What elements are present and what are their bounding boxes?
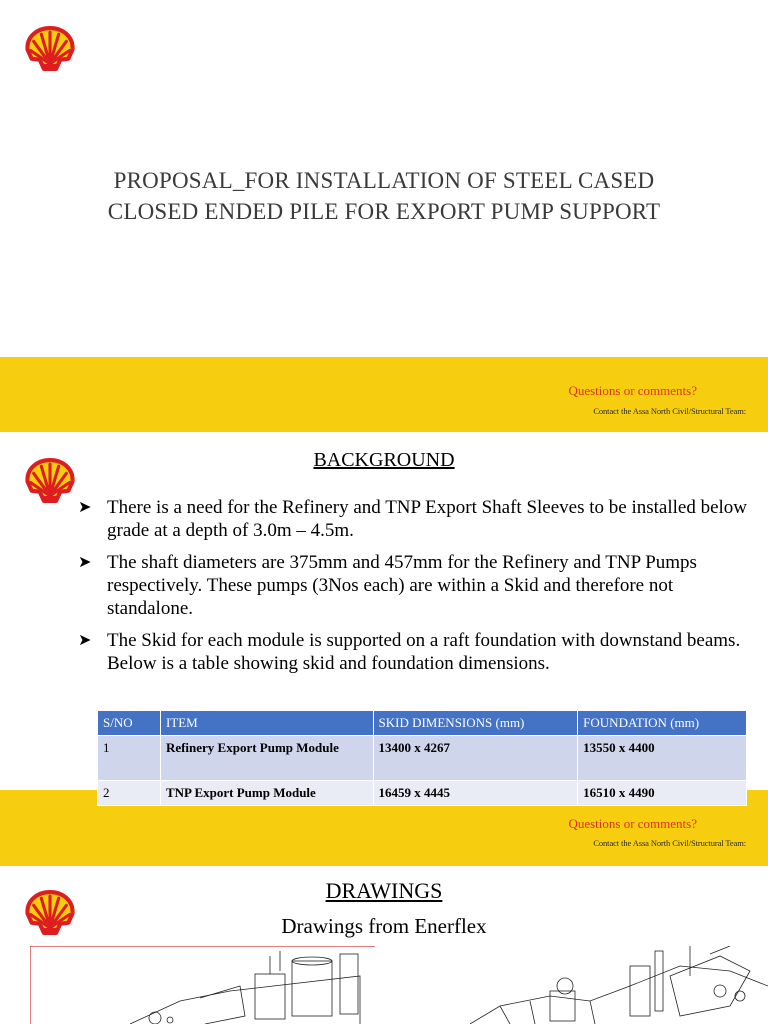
col-header-sno: S/NO	[98, 711, 161, 736]
table-row	[98, 781, 747, 806]
cell-foundation: 13550 x 4400	[578, 736, 747, 781]
dimensions-table	[97, 710, 747, 806]
bullet-text: There is a need for the Refinery and TNP Export Shaft Sleeves to be installed below grade at a depth of 3.0m – 4.5m.	[107, 497, 748, 541]
cell-item: TNP Export Pump Module	[160, 781, 373, 806]
cell-skid: 16459 x 4445	[373, 781, 578, 806]
arrow-bullet-icon: ➤	[78, 632, 92, 649]
bullet-item	[78, 629, 750, 675]
title-line-1: PROPOSAL_FOR INSTALLATION OF STEEL CASED	[113, 168, 655, 193]
cell-sno: 2	[98, 781, 161, 806]
col-header-foundation: FOUNDATION (mm)	[578, 711, 747, 736]
bullet-text: The shaft diameters are 375mm and 457mm for the Refinery and TNP Pumps respectively. These pumps (3Nos each) are within a Skid and therefore not standalone.	[107, 552, 697, 619]
slide-title	[0, 0, 768, 432]
pump-skid-drawing	[30, 946, 768, 1024]
bullet-text: The Skid for each module is supported on a raft foundation with downstand beams. Below is a table showing skid and foundation dimensions.	[107, 630, 741, 674]
bullet-item	[78, 551, 750, 620]
cell-foundation: 16510 x 4490	[578, 781, 747, 806]
slide-title-text	[0, 165, 768, 227]
col-header-item: ITEM	[160, 711, 373, 736]
arrow-bullet-icon: ➤	[78, 554, 92, 571]
questions-heading: Questions or comments?	[568, 383, 697, 398]
col-header-skid: SKID DIMENSIONS (mm)	[373, 711, 578, 736]
shell-logo-icon	[24, 26, 76, 72]
table-row	[98, 736, 747, 781]
title-line-2: CLOSED ENDED PILE FOR EXPORT PUMP SUPPORT	[107, 199, 661, 224]
cell-skid: 13400 x 4267	[373, 736, 578, 781]
contact-text: Contact the Assa North Civil/Structural Team:	[593, 406, 746, 416]
arrow-bullet-icon: ➤	[78, 499, 92, 516]
cell-item: Refinery Export Pump Module	[160, 736, 373, 781]
cell-sno: 1	[98, 736, 161, 781]
bullet-item	[78, 496, 750, 542]
background-bullets	[78, 496, 750, 684]
questions-heading: Questions or comments?	[568, 816, 697, 831]
background-heading: BACKGROUND	[313, 449, 455, 471]
drawings-heading: DRAWINGS	[325, 878, 443, 903]
drawings-subtitle: Drawings from Enerflex	[281, 914, 487, 938]
footer-band	[0, 357, 768, 432]
table-header-row	[98, 711, 747, 736]
contact-text: Contact the Assa North Civil/Structural Team:	[593, 838, 746, 848]
